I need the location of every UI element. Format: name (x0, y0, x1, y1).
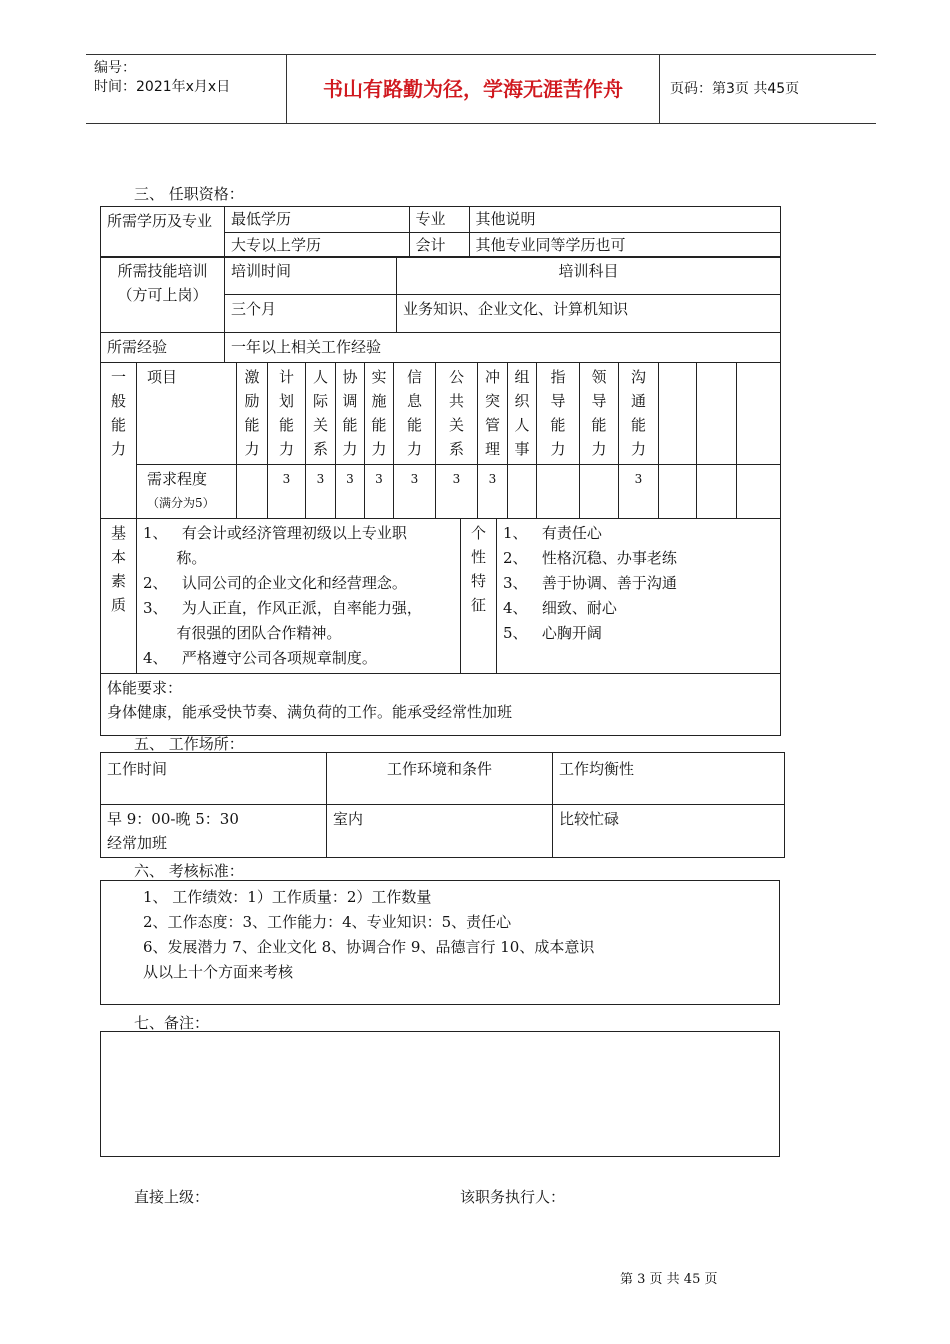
personality-item: 2、 性格沉稳、办事老练 (503, 549, 677, 567)
ability-name-2 (306, 363, 336, 465)
workplace-balance-value: 比较忙碌 (553, 805, 785, 858)
demand-2: 3 (306, 465, 336, 519)
edu-label: 所需学历及专业 (107, 212, 213, 230)
ability-text-7: 冲突管理 (484, 368, 500, 458)
ability-name-11 (619, 363, 659, 465)
train-subject-header: 培训科目 (397, 257, 781, 295)
work-hours: 早 9：00-晚 5：30 (107, 810, 239, 828)
personality-item: 3、 善于协调、善于沟通 (503, 574, 677, 592)
remarks-box (100, 1031, 780, 1157)
basic-items (137, 519, 461, 674)
executor-signature-label: 该职务执行人： (460, 1188, 566, 1206)
major-value: 会计 (409, 232, 469, 257)
ability-name-5 (394, 363, 436, 465)
demand-10 (580, 465, 619, 519)
item-header: 项目 (137, 363, 237, 465)
ability-text-11: 沟通能力 (630, 368, 646, 458)
demand-8 (508, 465, 537, 519)
personality-label-cell (461, 519, 497, 674)
ability-empty-1 (659, 363, 697, 465)
demand-note: （满分为5） (147, 496, 215, 510)
basic-item: 2、 认同公司的企业文化和经营理念。 (143, 574, 407, 592)
personality-items (497, 519, 781, 674)
edu-label-cell (101, 207, 225, 258)
ability-text-10: 领导能力 (591, 368, 607, 458)
demand-3: 3 (336, 465, 365, 519)
train-time-value: 三个月 (225, 295, 397, 333)
personality-item: 1、 有责任心 (503, 524, 602, 542)
min-edu-header: 最低学历 (225, 207, 409, 232)
header-page-label: 页码：第3页 共45页 (670, 81, 800, 97)
other-header: 其他说明 (469, 207, 781, 232)
section6-title: 六、 考核标准： (134, 862, 244, 880)
demand-label: 需求程度 (147, 470, 208, 488)
ability-text-3: 协调能力 (342, 368, 358, 458)
section7-title: 七、备注： (134, 1014, 210, 1032)
workplace-time-cell (101, 805, 327, 858)
workplace-env-header: 工作环境和条件 (327, 753, 553, 805)
page-header (86, 54, 876, 124)
ability-text-2: 人际关系 (312, 368, 328, 458)
ability-empty-2 (697, 363, 737, 465)
overtime-note: 经常加班 (107, 834, 168, 852)
ability-name-7 (478, 363, 508, 465)
doc-time-label: 时间：2021年x月x日 (94, 79, 231, 95)
demand-empty-2 (697, 465, 737, 519)
basic-label: 基本素质 (110, 524, 126, 614)
physical-text: 身体健康，能承受快节奏、满负荷的工作。能承受经常性加班 (107, 703, 513, 721)
ability-label-cell (101, 363, 137, 519)
edu-subgrid (225, 207, 781, 257)
ability-text-1: 计划能力 (278, 368, 294, 458)
demand-0 (237, 465, 268, 519)
ability-name-3 (336, 363, 365, 465)
basic-item: 称。 (143, 549, 207, 567)
ability-text-0: 激励能力 (244, 368, 260, 458)
ability-label: 一般能力 (110, 368, 126, 458)
edu-grid-cell (225, 207, 781, 258)
assessment-line: 从以上十个方面来考核 (143, 963, 294, 981)
assessment-box (100, 880, 780, 1005)
assessment-line: 6、发展潜力 7、企业文化 8、协调合作 9、品德言行 10、成本意识 (143, 938, 595, 956)
ability-name-10 (580, 363, 619, 465)
ability-name-1 (268, 363, 306, 465)
workplace-balance-header: 工作均衡性 (553, 753, 785, 805)
demand-empty-3 (737, 465, 781, 519)
workplace-table (100, 752, 785, 858)
ability-name-0 (237, 363, 268, 465)
ability-text-4: 实施能力 (371, 368, 387, 458)
basic-item: 1、 有会计或经济管理初级以上专业职 (143, 524, 407, 542)
ability-name-6 (436, 363, 478, 465)
assessment-line: 2、工作态度：3、工作能力：4、专业知识：5、责任心 (143, 913, 512, 931)
ability-text-5: 信息能力 (406, 368, 422, 458)
basic-item: 有很强的团队合作精神。 (143, 624, 342, 642)
section5-title: 五、 工作场所： (134, 735, 244, 753)
quality-table (100, 518, 781, 736)
basic-item: 4、 严格遵守公司各项规章制度。 (143, 649, 377, 667)
demand-5: 3 (394, 465, 436, 519)
header-motto: 书山有路勤为径，学海无涯苦作舟 (286, 55, 660, 123)
physical-cell (101, 674, 781, 736)
ability-text-8: 组织人事 (514, 368, 530, 458)
ability-text-9: 指导能力 (550, 368, 566, 458)
workplace-env-value: 室内 (327, 805, 553, 858)
exp-label: 所需经验 (101, 333, 225, 363)
skill-label-cell (101, 257, 225, 333)
demand-7: 3 (478, 465, 508, 519)
major-header: 专业 (409, 207, 469, 232)
demand-1: 3 (268, 465, 306, 519)
min-edu-value: 大专以上学历 (225, 232, 409, 257)
ability-text-6: 公共关系 (448, 368, 464, 458)
page-footer: 第 3 页 共 45 页 (620, 1272, 718, 1287)
ability-empty-3 (737, 363, 781, 465)
personality-item: 4、 细致、耐心 (503, 599, 617, 617)
basic-label-cell (101, 519, 137, 674)
demand-empty-1 (659, 465, 697, 519)
other-value: 其他专业同等学历也可 (469, 232, 781, 257)
demand-11: 3 (619, 465, 659, 519)
basic-item: 3、 为人正直，作风正派，自率能力强， (143, 599, 422, 617)
skill-label: 所需技能培训（方可上岗） (117, 262, 208, 304)
demand-4: 3 (365, 465, 394, 519)
qualification-table (100, 206, 781, 258)
exp-value: 一年以上相关工作经验 (225, 333, 781, 363)
ability-name-9 (537, 363, 580, 465)
doc-number-label: 编号： (94, 60, 136, 76)
section3-title: 三、 任职资格： (134, 185, 244, 203)
demand-6: 3 (436, 465, 478, 519)
personality-item: 5、 心胸开阔 (503, 624, 602, 642)
demand-9 (537, 465, 580, 519)
ability-name-4 (365, 363, 394, 465)
ability-name-8 (508, 363, 537, 465)
train-subject-value: 业务知识、企业文化、计算机知识 (397, 295, 781, 333)
train-time-header: 培训时间 (225, 257, 397, 295)
physical-label: 体能要求： (107, 679, 183, 697)
superior-signature-label: 直接上级： (134, 1188, 210, 1206)
ability-table (100, 362, 781, 519)
header-meta (86, 55, 286, 123)
workplace-time-header: 工作时间 (101, 753, 327, 805)
personality-label: 个性特征 (470, 524, 486, 614)
assessment-line: 1、 工作绩效：1）工作质量：2）工作数量 (143, 888, 432, 906)
demand-label-cell (137, 465, 237, 519)
skill-table (100, 256, 781, 363)
